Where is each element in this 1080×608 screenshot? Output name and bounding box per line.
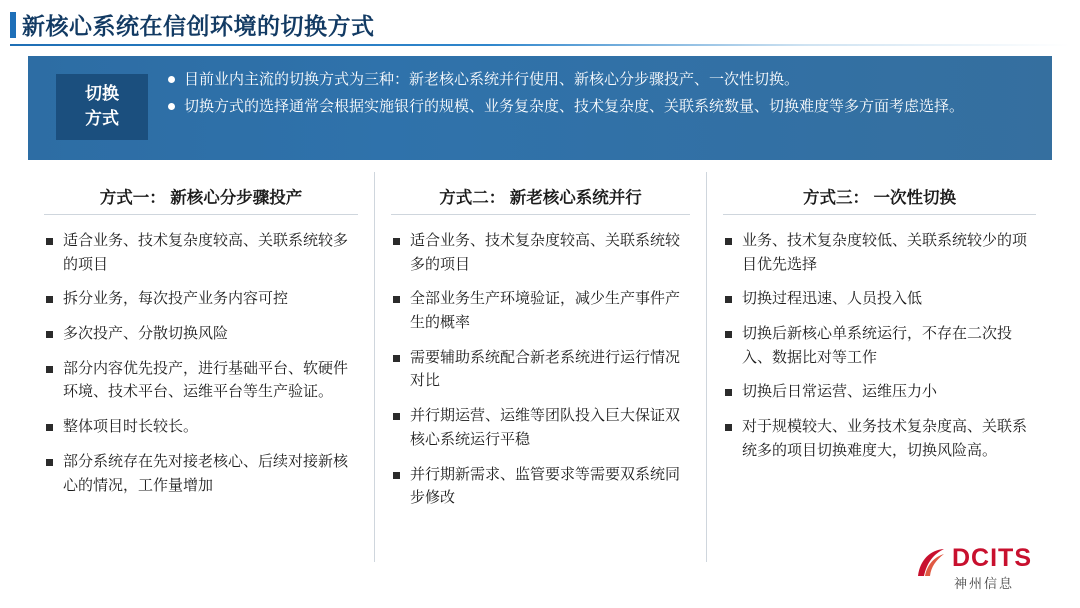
bullet-square-icon [393, 238, 400, 245]
bullet-square-icon [46, 459, 53, 466]
banner-tag [56, 74, 148, 140]
bullet-square-icon [393, 355, 400, 362]
bullet-square-icon [725, 424, 732, 431]
bullet-square-icon [725, 331, 732, 338]
list-item [391, 463, 690, 510]
column-bullet-list [723, 229, 1036, 463]
bullet-square-icon [393, 296, 400, 303]
list-item [391, 229, 690, 276]
list-item [723, 229, 1036, 276]
slide-title-bar [0, 0, 1080, 48]
column-heading-divider [723, 214, 1036, 215]
column-bullet-list [391, 229, 690, 510]
list-item [723, 322, 1036, 369]
list-item-text: 并行期新需求、监管要求等需要双系统同步修改 [410, 465, 681, 507]
bullet-square-icon [393, 472, 400, 479]
banner-points [168, 68, 1028, 123]
list-item-text: 适合业务、技术复杂度较高、关联系统较多的项目 [63, 232, 349, 273]
list-item [723, 415, 1036, 462]
column-heading-divider [44, 214, 358, 215]
company-logo [914, 542, 1064, 594]
list-item [44, 450, 358, 497]
list-item-text: 拆分业务，每次投产业务内容可控 [63, 290, 289, 308]
column-method-three [706, 172, 1052, 562]
bullet-square-icon [46, 238, 53, 245]
bullet-square-icon [393, 413, 400, 420]
list-item [391, 404, 690, 451]
banner-tag-line2: 方式 [85, 109, 119, 128]
bullet-square-icon [46, 331, 53, 338]
list-item [44, 415, 358, 439]
column-heading: 方式三： 一次性切换 [802, 189, 957, 207]
bullet-square-icon [725, 238, 732, 245]
column-bullet-list [44, 229, 358, 497]
bullet-square-icon [725, 296, 732, 303]
title-accent-bar [10, 12, 16, 38]
bullet-square-icon [725, 389, 732, 396]
list-item-text: 全部业务生产环境验证，减少生产事件产生的概率 [410, 290, 681, 332]
list-item [391, 287, 690, 334]
banner-point-text: 目前业内主流的切换方式为三种：新老核心系统并行使用、新核心分步骤投产、一次性切换。 [184, 71, 800, 88]
list-item-text: 多次投产、分散切换风险 [63, 325, 229, 343]
column-method-one [28, 172, 374, 562]
column-heading-divider [391, 214, 690, 215]
summary-banner [28, 56, 1052, 160]
bullet-square-icon [46, 366, 53, 373]
column-heading: 方式一： 新核心分步骤投产 [99, 189, 303, 207]
banner-tag-line1: 切换 [85, 84, 119, 104]
column-method-two [374, 172, 706, 562]
banner-point-text: 切换方式的选择通常会根据实施银行的规模、业务复杂度、技术复杂度、关联系统数量、切换难度等多方面考虑选择。 [184, 98, 965, 116]
list-item [44, 357, 358, 404]
list-item-text: 切换后日常运营、运维压力小 [742, 383, 938, 401]
list-item-text: 部分内容优先投产，进行基础平台、软硬件环境、技术平台、运维平台等生产验证。 [63, 359, 349, 401]
list-item-text: 整体项目时长较长。 [63, 418, 199, 436]
logo-subtitle: 神州信息 [954, 576, 1015, 591]
bullet-square-icon [46, 424, 53, 431]
banner-point [168, 68, 1028, 91]
list-item [44, 229, 358, 276]
list-item-text: 适合业务、技术复杂度较高、关联系统较多的项目 [410, 232, 681, 273]
methods-columns [28, 172, 1052, 562]
list-item-text: 切换过程迅速、人员投入低 [742, 290, 923, 308]
list-item-text: 需要辅助系统配合新老系统进行运行情况对比 [410, 348, 681, 390]
list-item [723, 287, 1036, 311]
bullet-dot-icon [168, 76, 175, 83]
list-item [44, 287, 358, 311]
list-item [391, 346, 690, 393]
logo-wordmark: DCITS [952, 544, 1032, 572]
list-item-text: 切换后新核心单系统运行，不存在二次投入、数据比对等工作 [742, 325, 1013, 366]
list-item [44, 322, 358, 346]
bullet-dot-icon [168, 103, 175, 110]
list-item-text: 业务、技术复杂度较低、关联系统较少的项目优先选择 [742, 232, 1028, 273]
page-title: 新核心系统在信创环境的切换方式 [22, 13, 375, 39]
list-item-text: 部分系统存在先对接老核心、后续对接新核心的情况，工作量增加 [63, 452, 349, 494]
list-item-text: 对于规模较大、业务技术复杂度高、关联系统多的项目切换难度大，切换风险高。 [742, 418, 1028, 459]
bullet-square-icon [46, 296, 53, 303]
title-divider [10, 44, 1070, 46]
column-heading: 方式二： 新老核心系统并行 [439, 189, 642, 207]
list-item-text: 并行期运营、运维等团队投入巨大保证双核心系统运行平稳 [410, 407, 681, 448]
banner-point [168, 95, 1028, 118]
swoosh-icon [914, 546, 948, 580]
list-item [723, 380, 1036, 404]
